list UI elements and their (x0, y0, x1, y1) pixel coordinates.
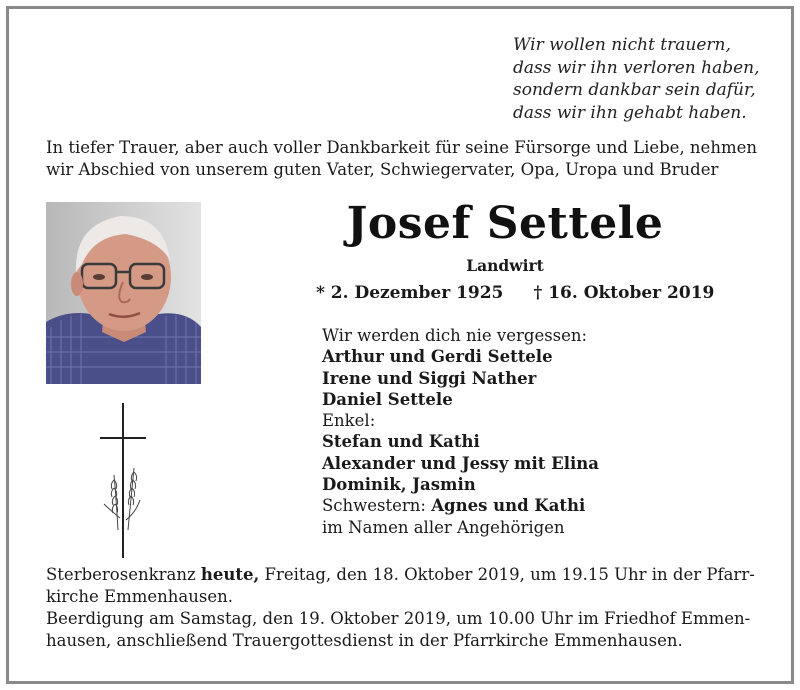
burial-line: Beerdigung am Samstag, den 19. Oktober 2019, um 10.00 Uhr im Friedhof Emmen- (46, 609, 751, 628)
poem-line: Wir wollen nicht trauern, (513, 35, 731, 55)
rosary-today: heute, (200, 565, 260, 584)
service-details (46, 564, 762, 652)
family-member: Arthur und Gerdi Settele (322, 347, 553, 367)
death-date: † 16. Oktober 2019 (533, 283, 715, 303)
deceased-name: Josef Settele (346, 198, 664, 249)
burial-line-2: hausen, anschließend Trauergottesdienst in der Pfarrkirche Emmenhausen. (46, 631, 683, 650)
rosary-line-2: kirche Emmenhausen. (46, 587, 233, 606)
grandchildren-label: Enkel: (322, 411, 376, 431)
rosary-line (46, 564, 762, 586)
poem-line: sondern dankbar sein dafür, (513, 80, 756, 100)
grandchild: Dominik, Jasmin (322, 475, 476, 495)
intro-line: In tiefer Trauer, aber auch voller Dankbarkeit für seine Fürsorge und Liebe, nehmen (46, 138, 757, 157)
birth-date: * 2. Dezember 1925 (316, 283, 504, 303)
family-member: Irene und Siggi Nather (322, 368, 537, 388)
rosary-label: Sterberosenkranz (46, 565, 196, 584)
grandchild: Stefan und Kathi (322, 432, 480, 452)
portrait-photo (46, 202, 201, 384)
mourners-closing: im Namen aller Angehörigen (322, 517, 565, 537)
poem-line: dass wir ihn gehabt haben. (513, 102, 747, 123)
mourners-opening: Wir werden dich nie vergessen: (322, 326, 588, 345)
life-dates (316, 283, 714, 303)
intro-line: wir Abschied von unserem guten Vater, Schwiegervater, Opa, Uropa und Bruder (46, 160, 719, 179)
memorial-poem (513, 34, 760, 124)
sisters-names: Agnes und Kathi (431, 496, 586, 516)
poem-line: dass wir ihn verloren haben, (513, 57, 760, 78)
grandchild: Alexander und Jessy mit Elina (322, 453, 599, 473)
sisters-label: Schwestern: (322, 496, 426, 516)
deceased-occupation: Landwirt (466, 256, 544, 275)
rosary-details: Freitag, den 18. Oktober 2019, um 19.15 Uhr in der Pfarr- (264, 565, 755, 584)
sisters-line (322, 495, 599, 516)
mourners-list (322, 325, 599, 538)
cross-with-wheat-icon (98, 400, 150, 560)
family-member: Daniel Settele (322, 389, 453, 409)
intro-text (46, 137, 766, 181)
